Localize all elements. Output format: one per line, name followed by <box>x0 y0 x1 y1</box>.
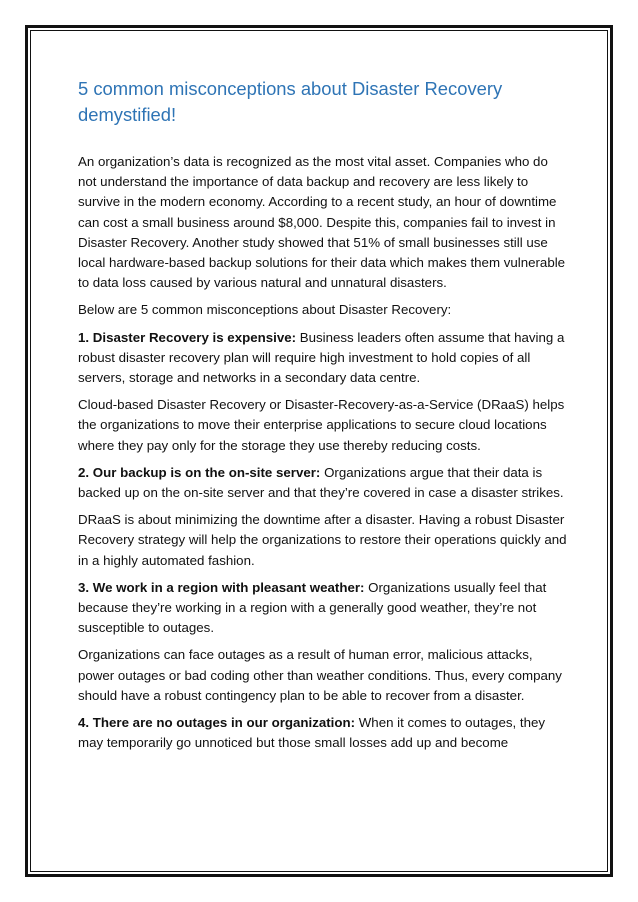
misconception-1-response: Cloud-based Disaster Recovery or Disaster-Recovery-as-a-Service (DRaaS) helps the organizations to move their enterprise applications to secure cloud locations where they pay only for the storage they use thereby reducing costs. <box>78 397 565 453</box>
misconception-2 <box>78 463 568 503</box>
misconception-4 <box>78 713 568 753</box>
misconception-3-response: Organizations can face outages as a result of human error, malicious attacks, power outages or bad coding other than weather conditions. Thus, every company should have a robust contingency plan to be able to recover from a disaster. <box>78 647 562 703</box>
document-body <box>78 76 568 760</box>
misconception-4-heading: 4. There are no outages in our organization: <box>78 715 356 731</box>
misconception-2-body: Organizations argue that their data is backed up on the on-site server and that they’re covered in case a disaster strikes. <box>78 464 564 501</box>
misconception-1-heading: 1. Disaster Recovery is expensive: <box>78 329 297 345</box>
misconception-3-heading: 3. We work in a region with pleasant weather: <box>78 579 365 595</box>
misconception-1-body: Business leaders often assume that having a robust disaster recovery plan will require high investment to hold copies of all servers, storage and networks in a secondary data centre. <box>78 329 565 386</box>
misconception-3-body: Organizations usually feel that because they’re working in a region with a generally good weather, they’re not susceptible to outages. <box>78 579 547 636</box>
misconception-4-body: When it comes to outages, they may temporarily go unnoticed but those small losses add up and become <box>78 715 546 751</box>
misconception-1 <box>78 328 568 389</box>
document-title: 5 common misconceptions about Disaster Recovery demystified! <box>78 78 503 125</box>
misconception-2-response: DRaaS is about minimizing the downtime after a disaster. Having a robust Disaster Recovery strategy will help the organizations to restore their operations quickly and in a highly automated fashion. <box>78 512 567 568</box>
misconception-3 <box>78 578 568 639</box>
lead-in-paragraph: Below are 5 common misconceptions about Disaster Recovery: <box>78 302 452 318</box>
intro-paragraph: An organization’s data is recognized as the most vital asset. Companies who do not understand the importance of data backup and recovery are less likely to survive in the modern economy. According to a recent study, an hour of downtime can cost a small business around $8,000. Despite this, companies fail to invest in Disaster Recovery. Another study showed that 51% of small businesses still use local hardware-based backup solutions for their data which makes them vulnerable to data loss caused by various natural and unnatural disasters. <box>78 154 566 291</box>
misconception-2-heading: 2. Our backup is on the on-site server: <box>78 464 321 480</box>
